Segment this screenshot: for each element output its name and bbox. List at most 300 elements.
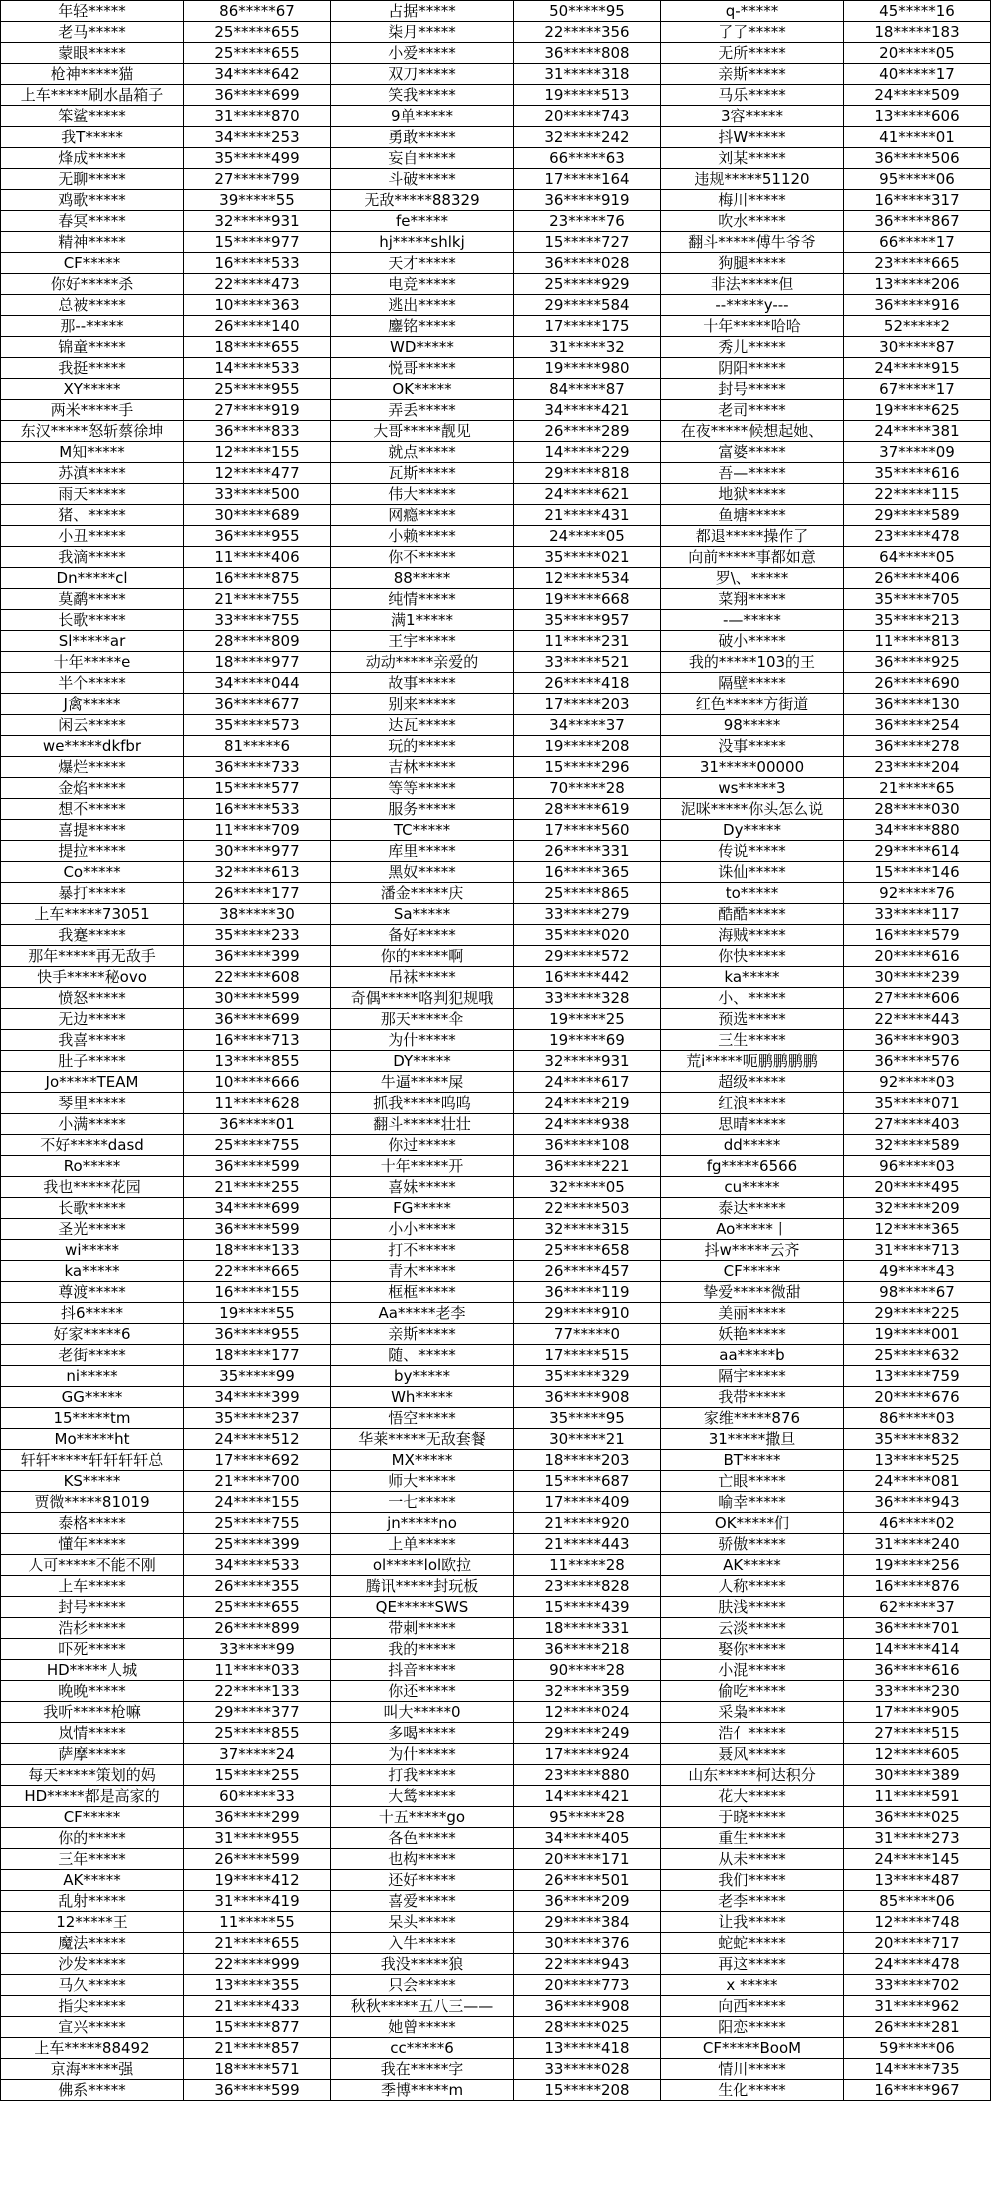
cell-account-2: 36*****218 <box>514 1639 661 1660</box>
cell-nickname-1: Ro***** <box>1 1156 184 1177</box>
table-row <box>1 1429 991 1450</box>
cell-nickname-1: 贾微*****81019 <box>1 1492 184 1513</box>
cell-nickname-3: 采枭***** <box>660 1702 843 1723</box>
cell-nickname-3: 肤浅***** <box>660 1597 843 1618</box>
cell-nickname-1: 你好*****杀 <box>1 274 184 295</box>
cell-account-3: 22*****443 <box>844 1009 991 1030</box>
table-row <box>1 1366 991 1387</box>
table-row <box>1 1807 991 1828</box>
table-row <box>1 1009 991 1030</box>
cell-account-3: 20*****05 <box>844 43 991 64</box>
cell-account-2: 14*****229 <box>514 442 661 463</box>
table-row <box>1 1555 991 1576</box>
cell-account-2: 19*****668 <box>514 589 661 610</box>
cell-account-3: 36*****130 <box>844 694 991 715</box>
cell-nickname-2: 随、***** <box>330 1345 513 1366</box>
cell-account-3: 20*****676 <box>844 1387 991 1408</box>
cell-nickname-1: ka***** <box>1 1261 184 1282</box>
cell-nickname-3: 挚爱*****微甜 <box>660 1282 843 1303</box>
table-row <box>1 463 991 484</box>
cell-nickname-3: 浩亻***** <box>660 1723 843 1744</box>
table-row <box>1 526 991 547</box>
cell-account-3: 45*****16 <box>844 1 991 22</box>
cell-nickname-3: ka***** <box>660 967 843 988</box>
table-row <box>1 22 991 43</box>
cell-account-2: 36*****908 <box>514 1996 661 2017</box>
cell-account-2: 21*****443 <box>514 1534 661 1555</box>
cell-account-2: 36*****221 <box>514 1156 661 1177</box>
cell-account-1: 24*****155 <box>184 1492 331 1513</box>
table-row <box>1 127 991 148</box>
cell-nickname-2: 无敌*****88329 <box>330 190 513 211</box>
cell-nickname-1: 愤怒***** <box>1 988 184 1009</box>
cell-account-2: 11*****28 <box>514 1555 661 1576</box>
cell-nickname-1: HD*****都是高家的 <box>1 1786 184 1807</box>
cell-nickname-1: HD*****人城 <box>1 1660 184 1681</box>
cell-nickname-1: wi***** <box>1 1240 184 1261</box>
cell-account-3: 64*****05 <box>844 547 991 568</box>
cell-nickname-3: 马乐***** <box>660 85 843 106</box>
cell-account-1: 11*****628 <box>184 1093 331 1114</box>
cell-account-1: 36*****955 <box>184 526 331 547</box>
cell-nickname-2: FG***** <box>330 1198 513 1219</box>
table-row <box>1 967 991 988</box>
cell-nickname-1: 抖6***** <box>1 1303 184 1324</box>
cell-nickname-2: OK***** <box>330 379 513 400</box>
cell-nickname-2: 带刺***** <box>330 1618 513 1639</box>
cell-nickname-3: 3容***** <box>660 106 843 127</box>
cell-account-3: 29*****614 <box>844 841 991 862</box>
table-row <box>1 1093 991 1114</box>
cell-account-1: 35*****573 <box>184 715 331 736</box>
cell-account-2: 29*****584 <box>514 295 661 316</box>
cell-nickname-3: 隔宇***** <box>660 1366 843 1387</box>
cell-nickname-2: 王宇***** <box>330 631 513 652</box>
cell-account-3: 66*****17 <box>844 232 991 253</box>
cell-account-2: 19*****980 <box>514 358 661 379</box>
cell-account-1: 11*****55 <box>184 1912 331 1933</box>
cell-account-3: 24*****081 <box>844 1471 991 1492</box>
cell-nickname-1: XY***** <box>1 379 184 400</box>
cell-account-1: 34*****399 <box>184 1387 331 1408</box>
cell-nickname-2: 翻斗*****壮壮 <box>330 1114 513 1135</box>
table-row <box>1 1198 991 1219</box>
table-row <box>1 1303 991 1324</box>
cell-account-3: 36*****278 <box>844 736 991 757</box>
table-row <box>1 589 991 610</box>
cell-account-3: 32*****209 <box>844 1198 991 1219</box>
cell-account-3: 23*****665 <box>844 253 991 274</box>
cell-nickname-3: 向前*****事都如意 <box>660 547 843 568</box>
table-row <box>1 2017 991 2038</box>
cell-nickname-2: 弄丢***** <box>330 400 513 421</box>
cell-nickname-1: 岚情***** <box>1 1723 184 1744</box>
cell-account-2: 23*****76 <box>514 211 661 232</box>
cell-account-2: 18*****203 <box>514 1450 661 1471</box>
cell-nickname-2: 你过***** <box>330 1135 513 1156</box>
cell-nickname-3: 抖W***** <box>660 127 843 148</box>
cell-account-3: 36*****506 <box>844 148 991 169</box>
cell-nickname-2: cc*****6 <box>330 2038 513 2059</box>
cell-nickname-2: DY***** <box>330 1051 513 1072</box>
table-row <box>1 757 991 778</box>
cell-account-1: 16*****155 <box>184 1282 331 1303</box>
cell-account-3: 31*****240 <box>844 1534 991 1555</box>
cell-account-3: 26*****406 <box>844 568 991 589</box>
cell-nickname-3: 31*****撒旦 <box>660 1429 843 1450</box>
cell-account-2: 26*****457 <box>514 1261 661 1282</box>
cell-nickname-3: 无所***** <box>660 43 843 64</box>
cell-account-3: 36*****916 <box>844 295 991 316</box>
cell-account-3: 30*****239 <box>844 967 991 988</box>
cell-nickname-3: 诛仙***** <box>660 862 843 883</box>
cell-nickname-3: 超级***** <box>660 1072 843 1093</box>
cell-account-1: 18*****571 <box>184 2059 331 2080</box>
cell-nickname-2: fe***** <box>330 211 513 232</box>
table-row <box>1 400 991 421</box>
table-row <box>1 85 991 106</box>
cell-nickname-2: 小爱***** <box>330 43 513 64</box>
cell-account-2: 15*****687 <box>514 1471 661 1492</box>
cell-nickname-1: 年轻***** <box>1 1 184 22</box>
cell-nickname-1: 总被***** <box>1 295 184 316</box>
cell-account-2: 22*****943 <box>514 1954 661 1975</box>
cell-nickname-3: x ***** <box>660 1975 843 1996</box>
cell-account-3: 35*****616 <box>844 463 991 484</box>
cell-nickname-1: 蒙眼***** <box>1 43 184 64</box>
table-row <box>1 1660 991 1681</box>
cell-account-3: 22*****115 <box>844 484 991 505</box>
cell-account-2: 25*****865 <box>514 883 661 904</box>
cell-account-1: 34*****044 <box>184 673 331 694</box>
cell-account-2: 36*****808 <box>514 43 661 64</box>
cell-account-2: 17*****164 <box>514 169 661 190</box>
table-row <box>1 1639 991 1660</box>
cell-account-3: 24*****145 <box>844 1849 991 1870</box>
cell-account-2: 28*****619 <box>514 799 661 820</box>
cell-nickname-2: 妄自***** <box>330 148 513 169</box>
table-row <box>1 1324 991 1345</box>
cell-account-2: 13*****418 <box>514 2038 661 2059</box>
cell-nickname-2: 纯情***** <box>330 589 513 610</box>
cell-account-3: 27*****515 <box>844 1723 991 1744</box>
cell-account-3: 12*****365 <box>844 1219 991 1240</box>
cell-nickname-1: 我蹇***** <box>1 925 184 946</box>
cell-nickname-3: 山东*****柯达积分 <box>660 1765 843 1786</box>
cell-nickname-2: 玩的***** <box>330 736 513 757</box>
cell-account-3: 28*****030 <box>844 799 991 820</box>
cell-nickname-1: Sl*****ar <box>1 631 184 652</box>
cell-nickname-3: 都退*****操作了 <box>660 526 843 547</box>
table-row <box>1 148 991 169</box>
cell-nickname-2: 笑我***** <box>330 85 513 106</box>
cell-nickname-2: 上单***** <box>330 1534 513 1555</box>
cell-account-1: 22*****608 <box>184 967 331 988</box>
cell-nickname-3: CF*****BooM <box>660 2038 843 2059</box>
cell-nickname-3: 人称***** <box>660 1576 843 1597</box>
cell-nickname-1: 无聊***** <box>1 169 184 190</box>
cell-nickname-1: 好家*****6 <box>1 1324 184 1345</box>
cell-account-2: 17*****515 <box>514 1345 661 1366</box>
cell-account-2: 33*****521 <box>514 652 661 673</box>
cell-account-3: 92*****76 <box>844 883 991 904</box>
cell-nickname-1: 东汉*****怒斩蔡徐坤 <box>1 421 184 442</box>
cell-nickname-3: -—***** <box>660 610 843 631</box>
cell-account-2: 77*****0 <box>514 1324 661 1345</box>
cell-account-2: 29*****249 <box>514 1723 661 1744</box>
cell-account-1: 26*****599 <box>184 1849 331 1870</box>
cell-nickname-3: 狗腿***** <box>660 253 843 274</box>
cell-nickname-3: 阳恋***** <box>660 2017 843 2038</box>
cell-nickname-2: 悟空***** <box>330 1408 513 1429</box>
cell-nickname-3: 让我***** <box>660 1912 843 1933</box>
cell-account-3: 30*****87 <box>844 337 991 358</box>
cell-account-3: 20*****717 <box>844 1933 991 1954</box>
table-row <box>1 1870 991 1891</box>
cell-account-1: 25*****399 <box>184 1534 331 1555</box>
cell-nickname-3: 富婆***** <box>660 442 843 463</box>
cell-account-1: 81*****6 <box>184 736 331 757</box>
cell-account-1: 38*****30 <box>184 904 331 925</box>
cell-account-1: 22*****473 <box>184 274 331 295</box>
cell-nickname-2: 喜爱***** <box>330 1891 513 1912</box>
cell-nickname-3: 刘某***** <box>660 148 843 169</box>
cell-account-1: 34*****642 <box>184 64 331 85</box>
cell-nickname-2: 逃出***** <box>330 295 513 316</box>
cell-nickname-3: 菜翔***** <box>660 589 843 610</box>
cell-account-3: 36*****616 <box>844 1660 991 1681</box>
table-row <box>1 1912 991 1933</box>
cell-nickname-3: OK*****们 <box>660 1513 843 1534</box>
cell-nickname-2: 只会***** <box>330 1975 513 1996</box>
cell-nickname-1: 你的***** <box>1 1828 184 1849</box>
cell-nickname-3: 聂风***** <box>660 1744 843 1765</box>
cell-nickname-3: q-***** <box>660 1 843 22</box>
cell-nickname-3: 地狱***** <box>660 484 843 505</box>
cell-nickname-1: 笨鲨***** <box>1 106 184 127</box>
cell-nickname-3: 我的*****103的王 <box>660 652 843 673</box>
cell-account-2: 29*****572 <box>514 946 661 967</box>
cell-account-2: 24*****938 <box>514 1114 661 1135</box>
cell-account-3: 26*****690 <box>844 673 991 694</box>
table-row <box>1 1219 991 1240</box>
cell-account-1: 31*****870 <box>184 106 331 127</box>
table-row <box>1 673 991 694</box>
cell-account-3: 13*****487 <box>844 1870 991 1891</box>
cell-account-1: 18*****177 <box>184 1345 331 1366</box>
cell-nickname-1: 喜提***** <box>1 820 184 841</box>
cell-account-2: 84*****87 <box>514 379 661 400</box>
cell-account-2: 95*****28 <box>514 1807 661 1828</box>
cell-nickname-2: 季博*****m <box>330 2080 513 2101</box>
cell-nickname-3: 泰达***** <box>660 1198 843 1219</box>
table-row <box>1 1996 991 2017</box>
cell-account-1: 16*****713 <box>184 1030 331 1051</box>
cell-nickname-2: QE*****SWS <box>330 1597 513 1618</box>
cell-account-1: 36*****677 <box>184 694 331 715</box>
cell-nickname-3: 没事***** <box>660 736 843 757</box>
cell-nickname-2: by***** <box>330 1366 513 1387</box>
cell-nickname-3: 妖艳***** <box>660 1324 843 1345</box>
cell-nickname-1: 金焰***** <box>1 778 184 799</box>
cell-nickname-2: 备好***** <box>330 925 513 946</box>
cell-nickname-1: CF***** <box>1 253 184 274</box>
cell-account-2: 33*****028 <box>514 2059 661 2080</box>
cell-account-1: 36*****01 <box>184 1114 331 1135</box>
cell-nickname-1: 乱射***** <box>1 1891 184 1912</box>
cell-nickname-1: 提拉***** <box>1 841 184 862</box>
cell-account-3: 98*****67 <box>844 1282 991 1303</box>
cell-account-1: 12*****477 <box>184 463 331 484</box>
cell-nickname-1: 三年***** <box>1 1849 184 1870</box>
cell-nickname-2: 她曾***** <box>330 2017 513 2038</box>
table-row <box>1 106 991 127</box>
cell-nickname-1: 指尖***** <box>1 1996 184 2017</box>
cell-nickname-3: 娶你***** <box>660 1639 843 1660</box>
cell-account-2: 36*****119 <box>514 1282 661 1303</box>
cell-account-2: 11*****231 <box>514 631 661 652</box>
cell-account-3: 36*****576 <box>844 1051 991 1072</box>
cell-nickname-3: 31*****00000 <box>660 757 843 778</box>
cell-account-3: 13*****606 <box>844 106 991 127</box>
cell-account-1: 22*****133 <box>184 1681 331 1702</box>
cell-nickname-1: 尊渡***** <box>1 1282 184 1303</box>
table-row <box>1 946 991 967</box>
cell-account-1: 36*****599 <box>184 1219 331 1240</box>
cell-account-1: 26*****140 <box>184 316 331 337</box>
cell-nickname-3: 封号***** <box>660 379 843 400</box>
table-row <box>1 484 991 505</box>
table-row <box>1 925 991 946</box>
cell-nickname-2: 9单***** <box>330 106 513 127</box>
cell-nickname-1: 想不***** <box>1 799 184 820</box>
cell-account-1: 21*****755 <box>184 589 331 610</box>
table-row <box>1 1702 991 1723</box>
cell-nickname-3: 抖w*****云齐 <box>660 1240 843 1261</box>
cell-account-1: 36*****599 <box>184 2080 331 2101</box>
cell-nickname-2: 我在*****字 <box>330 2059 513 2080</box>
cell-nickname-1: 暴打***** <box>1 883 184 904</box>
cell-nickname-1: 吓死***** <box>1 1639 184 1660</box>
cell-account-1: 36*****733 <box>184 757 331 778</box>
cell-account-2: 32*****05 <box>514 1177 661 1198</box>
cell-nickname-3: 酷酷***** <box>660 904 843 925</box>
table-row <box>1 1744 991 1765</box>
cell-nickname-3: 偷吃***** <box>660 1681 843 1702</box>
cell-nickname-3: 预选***** <box>660 1009 843 1030</box>
cell-nickname-3: 小混***** <box>660 1660 843 1681</box>
table-row <box>1 1576 991 1597</box>
cell-account-2: 24*****621 <box>514 484 661 505</box>
cell-account-1: 30*****977 <box>184 841 331 862</box>
cell-nickname-3: to***** <box>660 883 843 904</box>
cell-nickname-2: 悦哥***** <box>330 358 513 379</box>
cell-account-3: 13*****206 <box>844 274 991 295</box>
cell-account-2: 19*****513 <box>514 85 661 106</box>
cell-account-3: 14*****735 <box>844 2059 991 2080</box>
table-row <box>1 1345 991 1366</box>
cell-account-1: 11*****033 <box>184 1660 331 1681</box>
cell-nickname-3: Ao*****丨 <box>660 1219 843 1240</box>
table-row <box>1 652 991 673</box>
cell-account-1: 13*****855 <box>184 1051 331 1072</box>
cell-account-1: 33*****755 <box>184 610 331 631</box>
cell-nickname-2: 华莱*****无敌套餐 <box>330 1429 513 1450</box>
table-row <box>1 64 991 85</box>
cell-account-2: 17*****924 <box>514 1744 661 1765</box>
cell-nickname-3: 我带***** <box>660 1387 843 1408</box>
cell-nickname-1: 我喜***** <box>1 1030 184 1051</box>
cell-nickname-3: 亲斯***** <box>660 64 843 85</box>
cell-nickname-2: 鏖铭***** <box>330 316 513 337</box>
cell-nickname-2: 天才***** <box>330 253 513 274</box>
cell-account-3: 36*****025 <box>844 1807 991 1828</box>
cell-account-2: 26*****418 <box>514 673 661 694</box>
cell-account-1: 25*****855 <box>184 1723 331 1744</box>
table-row <box>1 1849 991 1870</box>
cell-nickname-1: 小丑***** <box>1 526 184 547</box>
cell-account-2: 21*****431 <box>514 505 661 526</box>
cell-nickname-2: Aa*****老李 <box>330 1303 513 1324</box>
cell-nickname-1: 老马***** <box>1 22 184 43</box>
cell-nickname-2: 牛逼*****屎 <box>330 1072 513 1093</box>
cell-nickname-1: 京海*****强 <box>1 2059 184 2080</box>
cell-account-2: 34*****405 <box>514 1828 661 1849</box>
cell-nickname-1: 15*****tm <box>1 1408 184 1429</box>
cell-account-1: 25*****655 <box>184 22 331 43</box>
cell-nickname-2: 瓦斯***** <box>330 463 513 484</box>
cell-account-3: 92*****03 <box>844 1072 991 1093</box>
cell-account-2: 15*****439 <box>514 1597 661 1618</box>
table-row <box>1 1051 991 1072</box>
cell-account-1: 15*****877 <box>184 2017 331 2038</box>
cell-account-1: 26*****899 <box>184 1618 331 1639</box>
cell-nickname-2: ol*****lol欧拉 <box>330 1555 513 1576</box>
cell-nickname-2: 吊袜***** <box>330 967 513 988</box>
cell-account-2: 29*****384 <box>514 1912 661 1933</box>
cell-account-2: 24*****219 <box>514 1093 661 1114</box>
table-row <box>1 1282 991 1303</box>
cell-account-1: 26*****355 <box>184 1576 331 1597</box>
cell-nickname-1: 上车***** <box>1 1576 184 1597</box>
cell-account-1: 19*****412 <box>184 1870 331 1891</box>
cell-nickname-1: 上车*****刷水晶箱子 <box>1 85 184 106</box>
cell-nickname-2: 大哥*****靓见 <box>330 421 513 442</box>
cell-nickname-2: 各色***** <box>330 1828 513 1849</box>
cell-account-1: 27*****799 <box>184 169 331 190</box>
cell-account-3: 31*****713 <box>844 1240 991 1261</box>
cell-nickname-1: 苏滇***** <box>1 463 184 484</box>
cell-nickname-1: KS***** <box>1 1471 184 1492</box>
cell-nickname-2: 服务***** <box>330 799 513 820</box>
cell-account-2: 17*****203 <box>514 694 661 715</box>
cell-account-2: 17*****409 <box>514 1492 661 1513</box>
cell-account-3: 36*****867 <box>844 211 991 232</box>
table-row <box>1 1072 991 1093</box>
cell-nickname-2: 还好***** <box>330 1870 513 1891</box>
cell-account-3: 33*****117 <box>844 904 991 925</box>
cell-account-1: 37*****24 <box>184 1744 331 1765</box>
cell-account-2: 31*****32 <box>514 337 661 358</box>
cell-nickname-3: 红浪***** <box>660 1093 843 1114</box>
table-row <box>1 715 991 736</box>
cell-nickname-2: 我的***** <box>330 1639 513 1660</box>
cell-nickname-2: jn*****no <box>330 1513 513 1534</box>
cell-account-1: 18*****655 <box>184 337 331 358</box>
cell-account-1: 27*****919 <box>184 400 331 421</box>
cell-account-2: 26*****331 <box>514 841 661 862</box>
cell-account-1: 10*****363 <box>184 295 331 316</box>
